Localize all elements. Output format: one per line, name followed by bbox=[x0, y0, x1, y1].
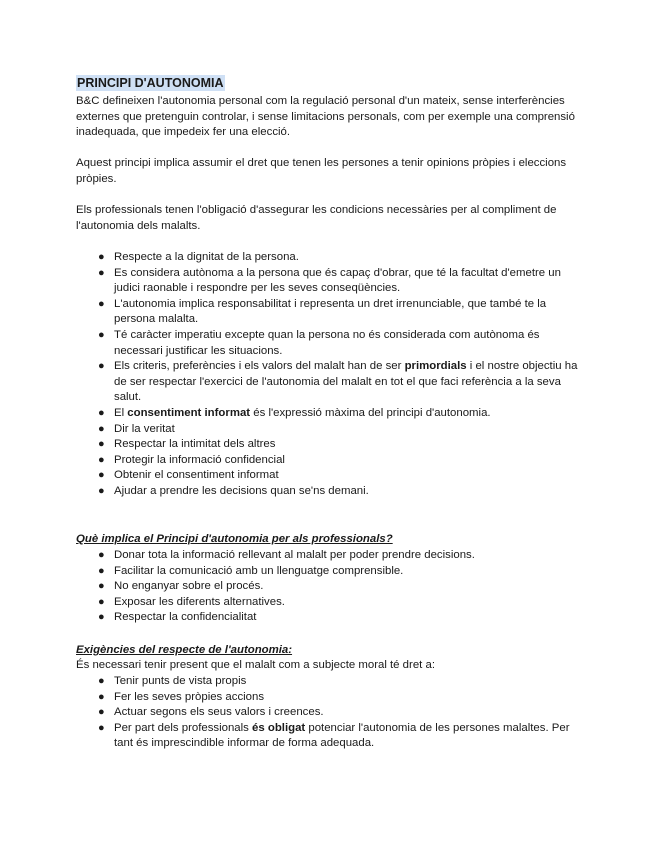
list-item bbox=[76, 548, 581, 564]
bullet-icon: ● bbox=[98, 690, 105, 703]
list-item bbox=[76, 468, 581, 484]
section-heading-professionals: Què implica el Principi d'autonomia per als professionals? bbox=[76, 533, 393, 545]
list-item-text: Dir la veritat bbox=[114, 422, 175, 435]
bullet-icon: ● bbox=[98, 453, 105, 466]
list-item bbox=[76, 250, 581, 266]
list-item bbox=[76, 564, 581, 580]
list-item bbox=[76, 610, 581, 626]
list-item bbox=[76, 690, 581, 706]
bullet-icon: ● bbox=[98, 706, 105, 719]
list-item bbox=[76, 437, 581, 453]
list-item-text: No enganyar sobre el procés. bbox=[114, 580, 264, 593]
list-item bbox=[76, 422, 581, 438]
list-item-text: El bbox=[114, 406, 128, 419]
list-item-text: potenciar l'autonomia de les persones malaltes. Per tant és imprescindible informar de forma adequada. bbox=[114, 721, 570, 750]
list-item bbox=[76, 266, 581, 297]
bullet-icon: ● bbox=[98, 328, 105, 341]
list-item bbox=[76, 721, 581, 752]
list-item bbox=[76, 484, 581, 500]
requirements-bullet-list bbox=[76, 674, 581, 752]
list-item-text: Exposar les diferents alternatives. bbox=[114, 595, 285, 608]
list-item bbox=[76, 674, 581, 690]
list-item bbox=[76, 297, 581, 328]
list-item-text: Facilitar la comunicació amb un llenguatge comprensible. bbox=[114, 564, 404, 577]
list-item-text: és l'expressió màxima del principi d'autonomia. bbox=[250, 406, 491, 419]
list-item-text: Respectar la intimitat dels altres bbox=[114, 438, 276, 451]
list-item-text: i el nostre objectiu ha de ser respectar l'exercici de l'autonomia del malalt en tot el que faci referència a la seva salut. bbox=[114, 360, 578, 404]
section-heading-requirements: Exigències del respecte de l'autonomia: bbox=[76, 644, 293, 656]
principle-paragraph: Aquest principi implica assumir el dret que tenen les persones a tenir opinions pròpies i eleccions pròpies. bbox=[76, 157, 567, 185]
page-title: PRINCIPI D'AUTONOMIA bbox=[77, 76, 224, 90]
list-item bbox=[76, 328, 581, 359]
list-item bbox=[76, 705, 581, 721]
bullet-icon: ● bbox=[98, 595, 105, 608]
list-item-bold: consentiment informat bbox=[127, 406, 251, 419]
bullet-icon: ● bbox=[98, 484, 105, 497]
professionals-bullet-list bbox=[76, 548, 581, 626]
bullet-icon: ● bbox=[98, 251, 105, 263]
bullet-icon: ● bbox=[98, 266, 105, 279]
bullet-icon: ● bbox=[98, 360, 105, 373]
list-item-text: Protegir la informació confidencial bbox=[114, 453, 285, 466]
bullet-icon: ● bbox=[98, 406, 105, 419]
list-item-text: Actuar segons els seus valors i creences. bbox=[114, 706, 324, 719]
bullet-icon: ● bbox=[98, 297, 105, 310]
list-item-text: L'autonomia implica responsabilitat i representa un dret irrenunciable, que també te la persona malalta. bbox=[114, 297, 547, 326]
list-item-text: Ajudar a prendre les decisions quan se'ns demani. bbox=[114, 484, 369, 497]
list-item-text: Tenir punts de vista propis bbox=[114, 675, 247, 687]
bullet-icon: ● bbox=[98, 564, 105, 577]
list-item-text: Per part dels professionals bbox=[114, 721, 253, 734]
intro-paragraph: B&C defineixen l'autonomia personal com la regulació personal d'un mateix, sense interferències externes que pretenguin controlar, i sense limitacions personals, com per exemple una comprensió inadequada, que impedeix fer una elecció. bbox=[76, 95, 575, 139]
list-item bbox=[76, 406, 581, 422]
list-item bbox=[76, 579, 581, 595]
bullet-icon: ● bbox=[98, 422, 105, 435]
list-item bbox=[76, 453, 581, 469]
list-item-text: Respecte a la dignitat de la persona. bbox=[114, 251, 299, 263]
bullet-icon: ● bbox=[98, 438, 105, 451]
professionals-paragraph: Els professionals tenen l'obligació d'assegurar les condicions necessàries per al compliment de l'autonomia dels malalts. bbox=[76, 204, 557, 232]
bullet-icon: ● bbox=[98, 469, 105, 482]
list-item-text: Té caràcter imperatiu excepte quan la persona no és considerada com autònoma és necessari justificar les situacions. bbox=[114, 328, 540, 357]
autonomy-bullet-list bbox=[76, 250, 581, 500]
bullet-icon: ● bbox=[98, 675, 105, 687]
requirements-paragraph: És necessari tenir present que el malalt com a subjecte moral té dret a: bbox=[76, 659, 435, 671]
bullet-icon: ● bbox=[98, 580, 105, 593]
bullet-icon: ● bbox=[98, 721, 105, 734]
list-item-bold: és obligat bbox=[252, 721, 306, 734]
list-item-text: Respectar la confidencialitat bbox=[114, 611, 257, 624]
list-item-text: Obtenir el consentiment informat bbox=[114, 469, 279, 482]
list-item-text: Fer les seves pròpies accions bbox=[114, 690, 265, 703]
bullet-icon: ● bbox=[98, 549, 105, 561]
list-item-text: Els criteris, preferències i els valors del malalt han de ser bbox=[114, 360, 405, 373]
list-item-text: Donar tota la informació rellevant al malalt per poder prendre decisions. bbox=[114, 549, 475, 561]
list-item-bold: primordials bbox=[404, 360, 467, 373]
list-item-text: Es considera autònoma a la persona que és capaç d'obrar, que té la facultat d'emetre un judici raonable i respondre per les seves conseqüències. bbox=[114, 266, 561, 295]
list-item bbox=[76, 595, 581, 611]
list-item bbox=[76, 359, 581, 406]
bullet-icon: ● bbox=[98, 611, 105, 624]
